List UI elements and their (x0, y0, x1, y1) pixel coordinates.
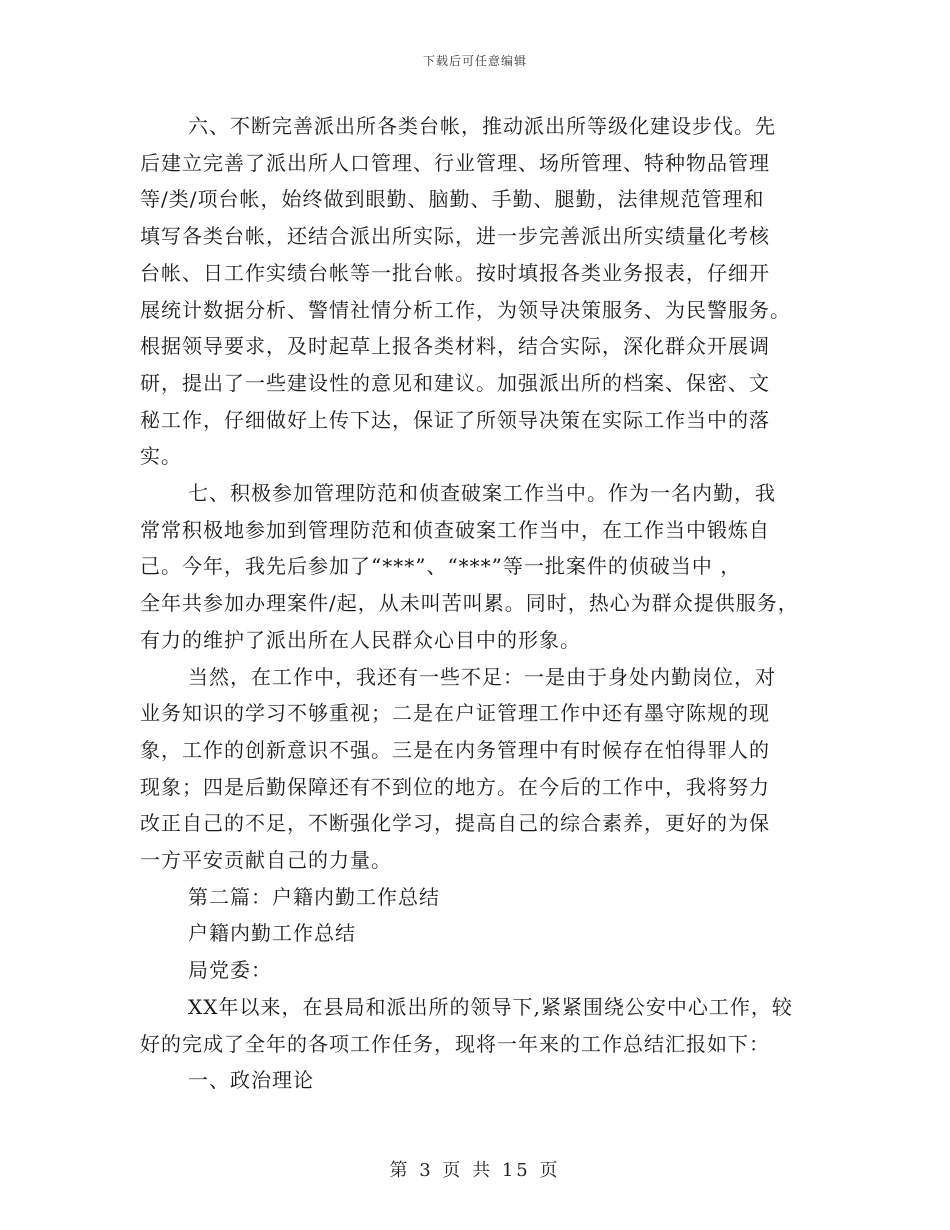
page-header-note: 下载后可任意编辑 (422, 54, 527, 68)
paragraph-line: 等/类/项台帐，始终做到眼勤、脑勤、手勤、腿勤，法律规范管理和 (140, 187, 765, 212)
paragraph-line: 当然，在工作中，我还有一些不足：一是由于身处内勤岗位，对 (188, 664, 776, 689)
paragraph-line: 六、不断完善派出所各类台帐，推动派出所等级化建设步伐。先 (188, 114, 776, 138)
paragraph-line: 象，工作的创新意识不强。三是在内务管理中有时候存在怕得罪人的 (140, 737, 770, 762)
paragraph-line: 研，提出了一些建设性的意见和建议。加强派出所的档案、保密、文 (140, 370, 770, 395)
paragraph-line: 一方平安贡献自己的力量。 (140, 848, 392, 873)
paragraph-line: 根据领导要求，及时起草上报各类材料，结合实际，深化群众开展调 (140, 334, 770, 359)
section-heading: 一、政治理论 (188, 1068, 314, 1093)
document-title: 户籍内勤工作总结 (188, 921, 356, 946)
document-body (140, 108, 820, 1099)
paragraph-line: 后建立完善了派出所人口管理、行业管理、场所管理、特种物品管理 (140, 150, 770, 175)
paragraph-line: 改正自己的不足，不断强化学习，提高自己的综合素养，更好的为保 (140, 811, 770, 836)
section-heading: 第二篇：户籍内勤工作总结 (188, 884, 440, 909)
paragraph-line: 己。今年，我先后参加了“***”、“***”等一批案件的侦破当中 ， (140, 554, 742, 579)
paragraph-line: 有力的维护了派出所在人民群众心目中的形象。 (140, 627, 581, 652)
paragraph-line: 现象；四是后勤保障还有不到位的地方。在今后的工作中，我将努力 (140, 774, 770, 799)
salutation: 局党委： (188, 958, 272, 983)
paragraph-line: 实。 (140, 444, 182, 469)
paragraph-line: 展统计数据分析、警情社情分析工作，为领导决策服务、为民警服务。 (140, 297, 791, 322)
paragraph-line: 常常积极地参加到管理防范和侦查破案工作当中，在工作当中锻炼自 (140, 517, 770, 542)
paragraph-line: 秘工作，仔细做好上传下达，保证了所领导决策在实际工作当中的落 (140, 407, 770, 432)
paragraph-line: 好的完成了全年的各项工作任务，现将一年来的工作总结汇报如下： (140, 1031, 770, 1056)
page-number: 第 3 页 共 15 页 (389, 1160, 561, 1181)
paragraph-line: 填写各类台帐，还结合派出所实际，进一步完善派出所实绩量化考核 (140, 224, 770, 249)
paragraph-line: 业务知识的学习不够重视；二是在户证管理工作中还有墨守陈规的现 (140, 701, 770, 726)
paragraph-line: 全年共参加办理案件/起，从未叫苦叫累。同时，热心为群众提供服务， (140, 591, 799, 616)
paragraph-line: XX年以来，在县局和派出所的领导下,紧紧围绕公安中心工作，较 (188, 994, 793, 1019)
paragraph-line: 台帐、日工作实绩台帐等一批台帐。按时填报各类业务报表，仔细开 (140, 260, 770, 285)
paragraph-line: 七、积极参加管理防范和侦查破案工作当中。作为一名内勤，我 (188, 481, 776, 506)
